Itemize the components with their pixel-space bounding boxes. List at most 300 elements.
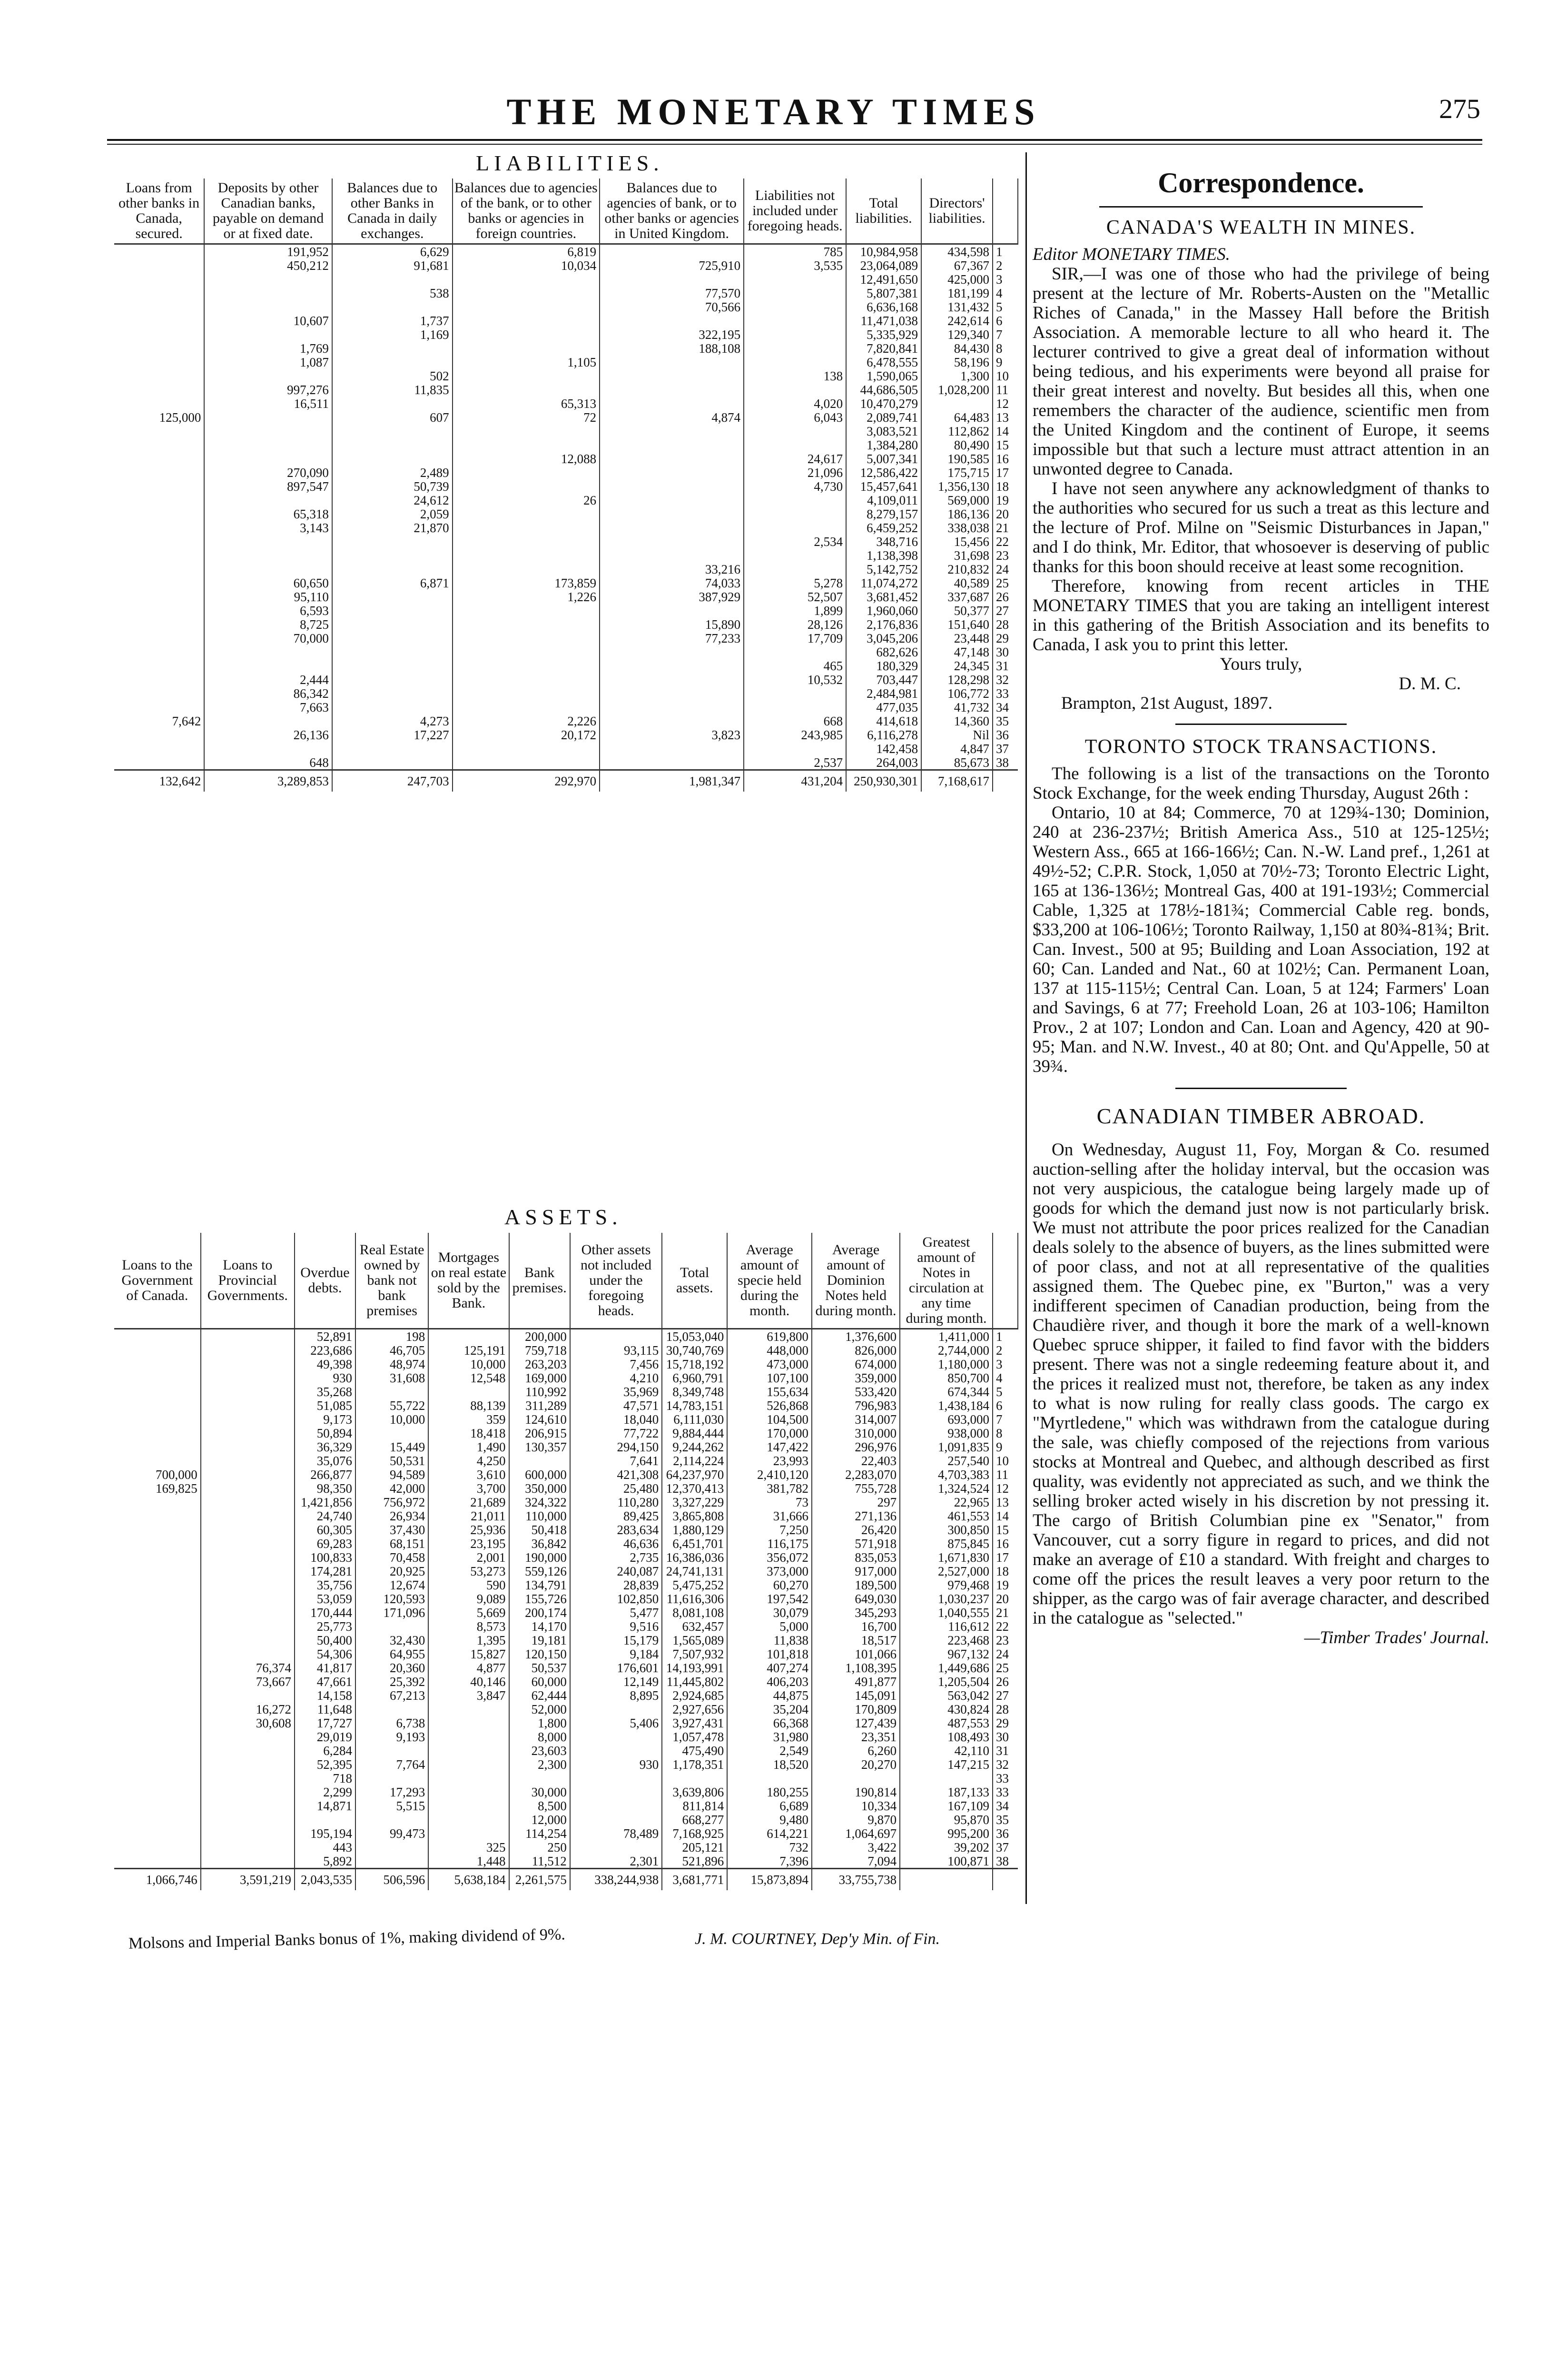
table-cell: 461,553 xyxy=(900,1509,993,1523)
table-cell xyxy=(204,645,332,659)
table-row xyxy=(114,631,1018,645)
table-cell: 6,451,701 xyxy=(662,1537,727,1550)
assets-col-header: Average amount of specie held during the month. xyxy=(727,1233,812,1329)
table-cell: 35,204 xyxy=(727,1702,812,1716)
row-number: 15 xyxy=(996,437,1009,452)
row-number: 1 xyxy=(996,1329,1003,1344)
table-cell: 22,965 xyxy=(900,1495,993,1509)
total-cell: 292,970 xyxy=(453,770,600,792)
table-cell: 18,520 xyxy=(727,1757,812,1771)
table-row xyxy=(114,1619,1018,1633)
table-cell xyxy=(428,1744,509,1757)
table-cell xyxy=(332,700,453,714)
table-cell xyxy=(744,424,846,438)
table-cell: 120,593 xyxy=(355,1592,428,1606)
table-cell xyxy=(201,1647,295,1661)
table-cell: Nil xyxy=(921,728,993,742)
table-cell: 8,349,748 xyxy=(662,1385,727,1398)
table-row xyxy=(114,300,1018,314)
table-cell: 24,741,131 xyxy=(662,1564,727,1578)
table-row xyxy=(114,1523,1018,1537)
row-number: 33 xyxy=(996,1785,1009,1799)
table-cell: 94,589 xyxy=(355,1468,428,1481)
table-cell xyxy=(114,1343,201,1357)
table-cell: 533,420 xyxy=(812,1385,900,1398)
table-cell: 11,512 xyxy=(509,1854,570,1869)
table-cell xyxy=(428,1385,509,1398)
table-row xyxy=(114,1785,1018,1799)
table-cell: 421,308 xyxy=(570,1468,662,1481)
row-number: 16 xyxy=(996,451,1009,466)
table-cell xyxy=(114,341,204,355)
table-cell: 425,000 xyxy=(921,272,993,286)
table-cell: 264,003 xyxy=(846,755,921,770)
table-cell: 173,859 xyxy=(453,576,600,590)
total-cell: 7,168,617 xyxy=(921,770,993,792)
table-cell: 311,289 xyxy=(509,1398,570,1412)
table-cell xyxy=(600,383,744,397)
table-cell: 47,571 xyxy=(570,1398,662,1412)
table-cell: 2,927,656 xyxy=(662,1702,727,1716)
row-number: 27 xyxy=(996,603,1009,618)
table-cell: 8,279,157 xyxy=(846,507,921,521)
table-row xyxy=(114,590,1018,604)
table-cell: 619,800 xyxy=(727,1329,812,1344)
table-cell: 50,400 xyxy=(295,1633,355,1647)
table-cell: 16,511 xyxy=(204,397,332,410)
table-cell: 1,057,478 xyxy=(662,1730,727,1744)
table-cell: 20,172 xyxy=(453,728,600,742)
table-cell xyxy=(114,1840,201,1854)
row-number: 1 xyxy=(996,244,1003,259)
table-row xyxy=(114,355,1018,369)
total-cell xyxy=(900,1869,993,1891)
table-cell: 19,181 xyxy=(509,1633,570,1647)
table-cell xyxy=(744,314,846,327)
table-cell: 200,174 xyxy=(509,1606,570,1619)
table-cell: 36,329 xyxy=(295,1440,355,1454)
assets-col-header xyxy=(993,1233,1018,1329)
table-cell xyxy=(332,686,453,700)
table-cell: 6,593 xyxy=(204,604,332,617)
table-cell: 77,722 xyxy=(570,1426,662,1440)
table-cell: 20,360 xyxy=(355,1661,428,1675)
table-cell: 7,094 xyxy=(812,1854,900,1869)
row-number: 32 xyxy=(996,672,1009,687)
table-cell: 324,322 xyxy=(509,1495,570,1509)
table-cell: 7,663 xyxy=(204,700,332,714)
table-cell: 263,203 xyxy=(509,1357,570,1371)
table-cell: 3,681,452 xyxy=(846,590,921,604)
table-cell: 25,480 xyxy=(570,1481,662,1495)
row-number: 6 xyxy=(996,313,1003,328)
table-cell: 850,700 xyxy=(900,1371,993,1385)
table-cell: 310,000 xyxy=(812,1426,900,1440)
table-cell xyxy=(570,1840,662,1854)
divider xyxy=(1175,1088,1347,1089)
table-cell xyxy=(114,258,204,272)
table-cell xyxy=(204,562,332,576)
row-number: 24 xyxy=(996,1646,1009,1661)
table-cell: 127,439 xyxy=(812,1716,900,1730)
table-cell: 41,817 xyxy=(295,1661,355,1675)
table-cell: 86,342 xyxy=(204,686,332,700)
table-cell: 10,984,958 xyxy=(846,244,921,259)
table-cell xyxy=(900,1771,993,1785)
table-cell xyxy=(201,1813,295,1826)
table-cell: 9,089 xyxy=(428,1592,509,1606)
table-row xyxy=(114,1592,1018,1606)
table-cell xyxy=(453,286,600,300)
table-cell xyxy=(114,507,204,521)
table-cell: 4,210 xyxy=(570,1371,662,1385)
total-cell: 3,681,771 xyxy=(662,1869,727,1891)
table-cell: 4,250 xyxy=(428,1454,509,1468)
table-cell xyxy=(600,755,744,770)
letter-para-2: I have not seen anywhere any acknowledgment of thanks to the authorities who secured for us such a treat as this lecture and the lecture of Prof. Milne on "Seismic Disturbances in Japan," and I do think, Mr. Editor, that whosoever is deserving of public thanks for this boon should receive at least some recognition. xyxy=(1033,479,1489,576)
table-cell: 15,457,641 xyxy=(846,479,921,493)
divider xyxy=(1099,206,1423,208)
table-cell: 387,929 xyxy=(600,590,744,604)
table-cell: 180,255 xyxy=(727,1785,812,1799)
table-cell xyxy=(114,1633,201,1647)
table-cell: 6,478,555 xyxy=(846,355,921,369)
table-cell: 2,114,224 xyxy=(662,1454,727,1468)
table-cell xyxy=(201,1744,295,1757)
table-row xyxy=(114,562,1018,576)
table-cell: 571,918 xyxy=(812,1537,900,1550)
table-cell xyxy=(114,728,204,742)
table-cell xyxy=(332,742,453,755)
table-cell: 9,480 xyxy=(727,1813,812,1826)
bonus-footnote: Molsons and Imperial Banks bonus of 1%, making dividend of 9%. xyxy=(128,1925,566,1953)
table-row xyxy=(114,1744,1018,1757)
table-cell: 200,000 xyxy=(509,1329,570,1344)
total-cell: 506,596 xyxy=(355,1869,428,1891)
table-cell xyxy=(201,1343,295,1357)
table-cell: 3,700 xyxy=(428,1481,509,1495)
table-cell xyxy=(201,1385,295,1398)
table-cell: 40,589 xyxy=(921,576,993,590)
table-cell xyxy=(744,686,846,700)
table-cell xyxy=(428,1799,509,1813)
table-cell: 21,011 xyxy=(428,1509,509,1523)
table-cell xyxy=(204,714,332,728)
table-row xyxy=(114,383,1018,397)
table-cell: 250 xyxy=(509,1840,570,1854)
letter-para-3: Therefore, knowing from recent articles in THE MONETARY TIMES that you are taking an intelligent interest in this gathering of the British Association and its benefits to Canada, I ask you to print this letter. xyxy=(1033,576,1489,654)
table-cell xyxy=(453,369,600,383)
table-cell: 373,000 xyxy=(727,1564,812,1578)
table-cell: 785 xyxy=(744,244,846,259)
table-cell: 9,184 xyxy=(570,1647,662,1661)
table-cell: 30,079 xyxy=(727,1606,812,1619)
table-cell xyxy=(114,1592,201,1606)
table-cell: 3,610 xyxy=(428,1468,509,1481)
table-cell: 9,870 xyxy=(812,1813,900,1826)
table-cell xyxy=(114,1564,201,1578)
table-cell xyxy=(114,686,204,700)
table-cell xyxy=(355,1385,428,1398)
table-cell: 3,865,808 xyxy=(662,1509,727,1523)
table-cell xyxy=(114,438,204,452)
table-cell: 430,824 xyxy=(900,1702,993,1716)
table-cell: 24,345 xyxy=(921,659,993,673)
table-row xyxy=(114,1854,1018,1869)
table-cell xyxy=(744,327,846,341)
table-cell: 35,756 xyxy=(295,1578,355,1592)
row-number: 37 xyxy=(996,741,1009,756)
table-cell: 67,213 xyxy=(355,1688,428,1702)
table-row xyxy=(114,1826,1018,1840)
table-cell: 30,608 xyxy=(201,1716,295,1730)
table-cell: 15,179 xyxy=(570,1633,662,1647)
table-cell: 5,000 xyxy=(727,1619,812,1633)
table-cell: 33,216 xyxy=(600,562,744,576)
table-cell: 30,000 xyxy=(509,1785,570,1799)
table-cell xyxy=(114,1744,201,1757)
table-cell: 930 xyxy=(295,1371,355,1385)
table-cell xyxy=(332,438,453,452)
table-row xyxy=(114,438,1018,452)
row-number: 15 xyxy=(996,1522,1009,1537)
table-cell: 700,000 xyxy=(114,1468,201,1481)
table-cell xyxy=(744,272,846,286)
row-number: 38 xyxy=(996,755,1009,770)
table-cell: 9,244,262 xyxy=(662,1440,727,1454)
table-row xyxy=(114,1537,1018,1550)
timber-source: —Timber Trades' Journal. xyxy=(1304,1628,1489,1647)
table-cell: 6,260 xyxy=(812,1744,900,1757)
table-cell xyxy=(332,272,453,286)
table-cell xyxy=(744,355,846,369)
table-cell: 65,318 xyxy=(204,507,332,521)
table-cell: 718 xyxy=(295,1771,355,1785)
table-cell: 17,727 xyxy=(295,1716,355,1730)
table-cell: 7,168,925 xyxy=(662,1826,727,1840)
table-cell: 526,868 xyxy=(727,1398,812,1412)
table-cell: 5,142,752 xyxy=(846,562,921,576)
table-cell: 3,083,521 xyxy=(846,424,921,438)
table-cell xyxy=(600,272,744,286)
masthead-rule-thin xyxy=(107,144,1482,145)
table-cell xyxy=(600,314,744,327)
table-cell xyxy=(114,1385,201,1398)
table-cell xyxy=(355,1426,428,1440)
table-cell xyxy=(201,1426,295,1440)
table-cell: 21,096 xyxy=(744,466,846,479)
table-cell xyxy=(355,1771,428,1785)
table-cell: 8,725 xyxy=(204,617,332,631)
table-cell xyxy=(201,1371,295,1385)
table-cell: 53,273 xyxy=(428,1564,509,1578)
table-cell: 674,344 xyxy=(900,1385,993,1398)
liabilities-col-header: Balances due to agencies of bank, or to other banks or agencies in United Kingdom. xyxy=(600,178,744,244)
liabilities-col-header: Deposits by other Canadian banks, payable on demand or at fixed date. xyxy=(204,178,332,244)
table-cell: 62,444 xyxy=(509,1688,570,1702)
table-cell: 1,091,835 xyxy=(900,1440,993,1454)
total-cell: 33,755,738 xyxy=(812,1869,900,1891)
table-cell: 50,739 xyxy=(332,479,453,493)
table-cell xyxy=(114,1454,201,1468)
table-cell: 674,000 xyxy=(812,1357,900,1371)
table-cell xyxy=(600,659,744,673)
table-row xyxy=(114,466,1018,479)
table-row xyxy=(114,1661,1018,1675)
table-cell: 8,573 xyxy=(428,1619,509,1633)
row-number: 36 xyxy=(996,1826,1009,1841)
table-cell xyxy=(600,604,744,617)
table-cell: 4,020 xyxy=(744,397,846,410)
table-row xyxy=(114,1606,1018,1619)
table-cell: 88,139 xyxy=(428,1398,509,1412)
row-number: 29 xyxy=(996,631,1009,645)
table-cell xyxy=(204,424,332,438)
table-cell xyxy=(453,327,600,341)
table-cell: 176,601 xyxy=(570,1661,662,1675)
table-cell: 359,000 xyxy=(812,1371,900,1385)
table-cell: 116,612 xyxy=(900,1619,993,1633)
table-cell xyxy=(114,548,204,562)
table-row xyxy=(114,244,1018,259)
table-cell: 142,458 xyxy=(846,742,921,755)
totals-row xyxy=(114,1869,1018,1891)
table-cell: 1,356,130 xyxy=(921,479,993,493)
table-cell: 42,000 xyxy=(355,1481,428,1495)
table-cell: 1,395 xyxy=(428,1633,509,1647)
table-cell: 46,636 xyxy=(570,1537,662,1550)
table-cell: 15,718,192 xyxy=(662,1357,727,1371)
table-cell xyxy=(114,521,204,535)
table-row xyxy=(114,673,1018,686)
table-cell: 502 xyxy=(332,369,453,383)
table-cell: 3,327,229 xyxy=(662,1495,727,1509)
table-cell: 14,170 xyxy=(509,1619,570,1633)
table-cell xyxy=(428,1771,509,1785)
total-cell: 2,261,575 xyxy=(509,1869,570,1891)
table-cell: 443 xyxy=(295,1840,355,1854)
table-row xyxy=(114,397,1018,410)
table-cell: 125,000 xyxy=(114,410,204,424)
table-cell: 703,447 xyxy=(846,673,921,686)
table-cell xyxy=(600,645,744,659)
table-cell: 266,877 xyxy=(295,1468,355,1481)
table-cell: 8,895 xyxy=(570,1688,662,1702)
page-number: 275 xyxy=(1439,93,1480,124)
table-cell: 110,280 xyxy=(570,1495,662,1509)
table-cell xyxy=(114,1412,201,1426)
table-cell xyxy=(332,617,453,631)
table-row xyxy=(114,535,1018,548)
table-cell xyxy=(204,452,332,466)
table-cell: 20,925 xyxy=(355,1564,428,1578)
assets-col-header: Mortgages on real estate sold by the Bank. xyxy=(428,1233,509,1329)
table-cell xyxy=(114,272,204,286)
row-number: 21 xyxy=(996,1605,1009,1620)
table-cell xyxy=(332,424,453,438)
table-cell xyxy=(662,1771,727,1785)
row-number: 31 xyxy=(996,658,1009,673)
row-number: 30 xyxy=(996,1729,1009,1744)
table-cell xyxy=(600,686,744,700)
table-cell: 46,705 xyxy=(355,1343,428,1357)
table-cell xyxy=(744,562,846,576)
table-cell: 23,195 xyxy=(428,1537,509,1550)
table-cell xyxy=(114,1619,201,1633)
table-cell: 190,000 xyxy=(509,1550,570,1564)
table-cell xyxy=(453,562,600,576)
table-cell: 190,814 xyxy=(812,1785,900,1799)
table-cell: 134,791 xyxy=(509,1578,570,1592)
liabilities-col-header: Directors' liabilities. xyxy=(921,178,993,244)
table-cell xyxy=(453,659,600,673)
table-cell: 147,215 xyxy=(900,1757,993,1771)
table-cell xyxy=(812,1771,900,1785)
table-cell xyxy=(114,1785,201,1799)
table-cell xyxy=(204,548,332,562)
table-cell: 15,456 xyxy=(921,535,993,548)
table-cell xyxy=(428,1329,509,1344)
table-cell: 10,470,279 xyxy=(846,397,921,410)
table-cell: 1,421,856 xyxy=(295,1495,355,1509)
assets-col-header: Loans to the Government of Canada. xyxy=(114,1233,201,1329)
table-cell: 3,927,431 xyxy=(662,1716,727,1730)
masthead-title: THE MONETARY TIMES xyxy=(506,91,1041,132)
row-number: 36 xyxy=(996,727,1009,742)
table-row xyxy=(114,493,1018,507)
row-number: 4 xyxy=(996,286,1003,300)
table-cell: 2,484,981 xyxy=(846,686,921,700)
table-cell: 2,444 xyxy=(204,673,332,686)
table-cell: 559,126 xyxy=(509,1564,570,1578)
row-number: 10 xyxy=(996,368,1009,383)
table-cell: 632,457 xyxy=(662,1619,727,1633)
table-cell xyxy=(201,1468,295,1481)
table-cell xyxy=(453,645,600,659)
signature-footnote: J. M. COURTNEY, Dep'y Min. of Fin. xyxy=(695,1930,940,1948)
table-cell xyxy=(114,604,204,617)
table-cell: 48,974 xyxy=(355,1357,428,1371)
table-cell: 7,456 xyxy=(570,1357,662,1371)
table-cell xyxy=(204,535,332,548)
table-row xyxy=(114,1385,1018,1398)
table-cell: 6,738 xyxy=(355,1716,428,1730)
table-cell: 25,936 xyxy=(428,1523,509,1537)
column-divider xyxy=(1025,152,1027,1904)
table-cell xyxy=(600,424,744,438)
table-row xyxy=(114,742,1018,755)
table-row xyxy=(114,1412,1018,1426)
table-cell: 1,300 xyxy=(921,369,993,383)
table-cell: 28,839 xyxy=(570,1578,662,1592)
table-cell: 569,000 xyxy=(921,493,993,507)
table-cell: 5,669 xyxy=(428,1606,509,1619)
table-row xyxy=(114,1509,1018,1523)
table-cell: 8,081,108 xyxy=(662,1606,727,1619)
table-cell xyxy=(204,659,332,673)
table-cell xyxy=(453,673,600,686)
table-cell: 47,661 xyxy=(295,1675,355,1688)
table-cell: 322,195 xyxy=(600,327,744,341)
table-cell: 26 xyxy=(453,493,600,507)
liabilities-col-header: Loans from other banks in Canada, secured. xyxy=(114,178,204,244)
table-cell: 106,772 xyxy=(921,686,993,700)
table-cell: 314,007 xyxy=(812,1412,900,1426)
table-cell: 755,728 xyxy=(812,1481,900,1495)
table-cell: 796,983 xyxy=(812,1398,900,1412)
table-cell: 11,445,802 xyxy=(662,1675,727,1688)
table-cell: 2,549 xyxy=(727,1744,812,1757)
